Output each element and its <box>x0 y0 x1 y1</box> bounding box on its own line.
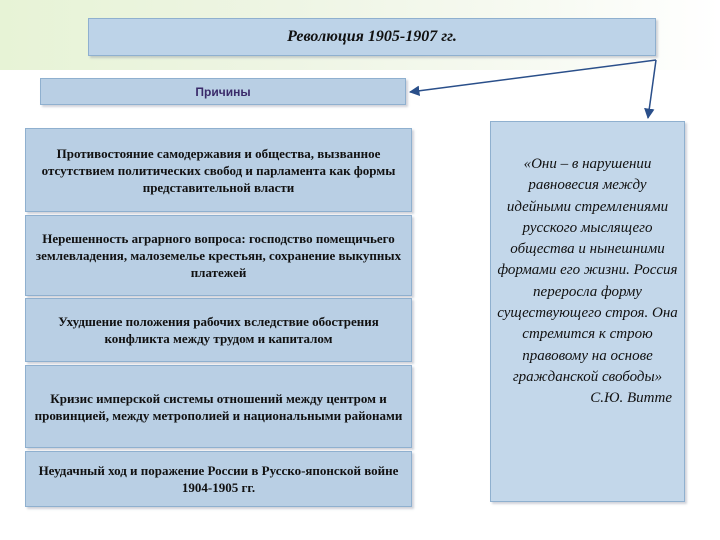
cause-text-2: Нерешенность аграрного вопроса: господство помещичьего землевладения, малоземелье крестьян, сохранение выкупных платежей <box>35 231 402 280</box>
cause-text-3: Ухудшение положения рабочих вследствие обострения конфликта между трудом и капиталом <box>58 314 379 346</box>
diagram-title: Революция 1905-1907 гг. <box>287 28 457 45</box>
causes-label: Причины <box>195 84 251 99</box>
cause-text-1: Противостояние самодержавия и общества, вызванное отсутствием политических свобод и парламента как формы представительной власти <box>41 145 396 195</box>
cause-text-5: Неудачный ход и поражение России в Русско-японской войне 1904-1905 гг. <box>38 463 399 495</box>
arrow-to-causes <box>410 60 656 92</box>
arrow-to-quote <box>648 60 656 118</box>
cause-text-4: Кризис имперской системы отношений между центром и провинцией, между метрополией и национальными районами <box>34 390 403 423</box>
quote-author: С.Ю. Витте <box>590 390 672 407</box>
quote-text: «Они – в нарушении равновесия между идейными стремлениями русского мыслящего общества и нынешними формами его жизни. Россия переросла форму существующего строя. Она стремится к строю правовому на основе гражданской свободы» <box>497 156 678 385</box>
